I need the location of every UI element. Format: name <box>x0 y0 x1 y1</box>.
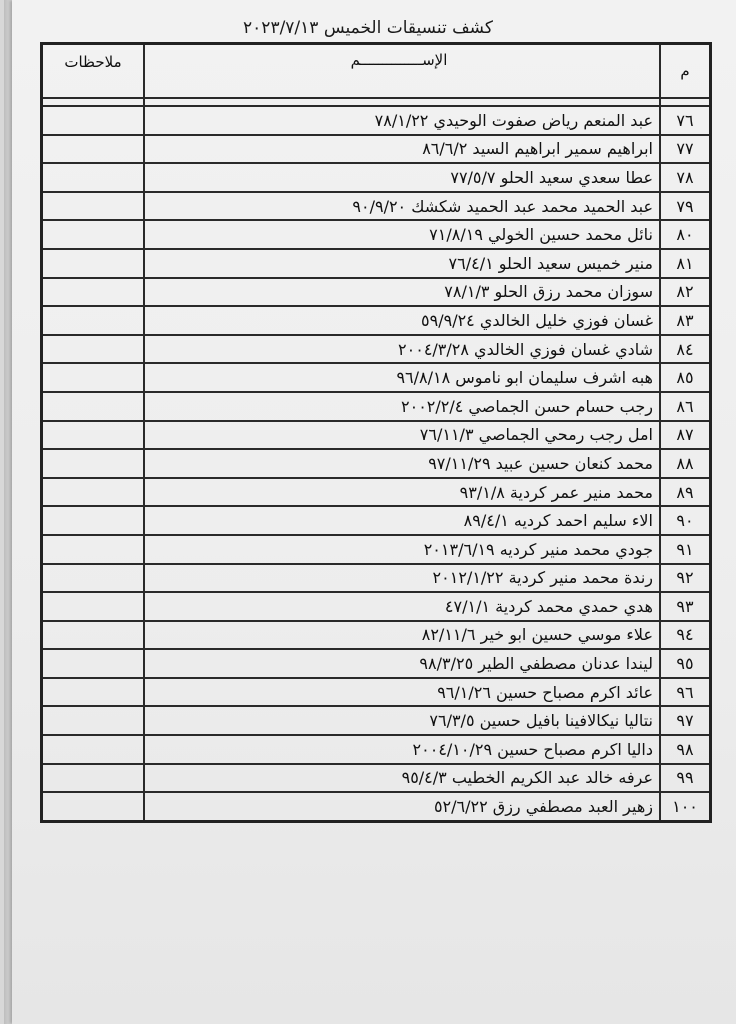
row-name: ابراهيم سمير ابراهيم السيد ٨٦/٦/٢ <box>144 135 660 164</box>
row-name: نتاليا نيكالافينا بافيل حسين ٧٦/٣/٥ <box>144 706 660 735</box>
table-row <box>42 792 711 821</box>
row-number: ٧٨ <box>660 163 711 192</box>
row-notes <box>42 678 145 707</box>
table-row <box>42 335 711 364</box>
row-number: ٩٧ <box>660 706 711 735</box>
spacer-cell <box>144 98 660 106</box>
row-notes <box>42 192 145 221</box>
row-name: امل رجب رمحي الجماصي ٧٦/١١/٣ <box>144 421 660 450</box>
row-name: منير خميس سعيد الحلو ٧٦/٤/١ <box>144 249 660 278</box>
table-row <box>42 278 711 307</box>
row-notes <box>42 306 145 335</box>
row-name: شادي غسان فوزي الخالدي ٢٠٠٤/٣/٢٨ <box>144 335 660 364</box>
row-number: ٨٣ <box>660 306 711 335</box>
row-name: رجب حسام حسن الجماصي ٢٠٠٢/٢/٤ <box>144 392 660 421</box>
spacer-cell <box>660 98 711 106</box>
row-number: ٨٦ <box>660 392 711 421</box>
row-name: غسان فوزي خليل الخالدي ٥٩/٩/٢٤ <box>144 306 660 335</box>
table-row <box>42 564 711 593</box>
row-name: عائد اكرم مصباح حسين ٩٦/١/٢٦ <box>144 678 660 707</box>
row-notes <box>42 506 145 535</box>
table-row <box>42 306 711 335</box>
row-notes <box>42 592 145 621</box>
table-row <box>42 478 711 507</box>
row-number: ٩٥ <box>660 649 711 678</box>
table-row <box>42 106 711 135</box>
document-title: كشف تنسيقات الخميس ٢٠٢٣/٧/١٣ <box>243 18 493 38</box>
row-notes <box>42 163 145 192</box>
row-number: ٨٩ <box>660 478 711 507</box>
spacer-cell <box>42 98 145 106</box>
row-number: ٧٦ <box>660 106 711 135</box>
row-number: ٨٨ <box>660 449 711 478</box>
row-notes <box>42 220 145 249</box>
row-name: محمد كنعان حسين عبيد ٩٧/١١/٢٩ <box>144 449 660 478</box>
row-number: ٩٢ <box>660 564 711 593</box>
row-number: ٩٣ <box>660 592 711 621</box>
row-notes <box>42 564 145 593</box>
row-number: ٩١ <box>660 535 711 564</box>
table-row <box>42 649 711 678</box>
row-notes <box>42 135 145 164</box>
table-row <box>42 764 711 793</box>
table-row <box>42 363 711 392</box>
table-row <box>42 163 711 192</box>
row-number: ٧٧ <box>660 135 711 164</box>
row-name: عرفه خالد عبد الكريم الخطيب ٩٥/٤/٣ <box>144 764 660 793</box>
row-notes <box>42 764 145 793</box>
table-row <box>42 678 711 707</box>
row-name: عبد المنعم رياض صفوت الوحيدي ٧٨/١/٢٢ <box>144 106 660 135</box>
row-name: ليندا عدنان مصطفي الطير ٩٨/٣/٢٥ <box>144 649 660 678</box>
table-row <box>42 392 711 421</box>
row-number: ٨٧ <box>660 421 711 450</box>
row-notes <box>42 478 145 507</box>
row-name: هبه اشرف سليمان ابو ناموس ٩٦/٨/١٨ <box>144 363 660 392</box>
row-notes <box>42 792 145 821</box>
names-table <box>40 42 712 823</box>
row-name: علاء موسي حسين ابو خير ٨٢/١١/٦ <box>144 621 660 650</box>
row-notes <box>42 706 145 735</box>
table-header-row <box>42 44 711 99</box>
header-name: الإســــــــــــــم <box>144 44 660 99</box>
header-spacer-row <box>42 98 711 106</box>
row-notes <box>42 449 145 478</box>
row-notes <box>42 735 145 764</box>
row-notes <box>42 649 145 678</box>
row-number: ٩٨ <box>660 735 711 764</box>
table-row <box>42 135 711 164</box>
table-row <box>42 220 711 249</box>
row-number: ٨١ <box>660 249 711 278</box>
header-notes: ملاحظات <box>42 44 145 99</box>
row-number: ٨٤ <box>660 335 711 364</box>
table-row <box>42 192 711 221</box>
row-notes <box>42 621 145 650</box>
row-name: محمد منير عمر كردية ٩٣/١/٨ <box>144 478 660 507</box>
row-notes <box>42 363 145 392</box>
table-row <box>42 735 711 764</box>
row-name: هدي حمدي محمد كردية ٤٧/١/١ <box>144 592 660 621</box>
row-name: رندة محمد منير كردية ٢٠١٢/١/٢٢ <box>144 564 660 593</box>
row-name: داليا اكرم مصباح حسين ٢٠٠٤/١٠/٢٩ <box>144 735 660 764</box>
row-notes <box>42 249 145 278</box>
row-name: سوزان محمد رزق الحلو ٧٨/١/٣ <box>144 278 660 307</box>
table-row <box>42 535 711 564</box>
table-row <box>42 592 711 621</box>
table-row <box>42 449 711 478</box>
row-number: ٩٦ <box>660 678 711 707</box>
row-notes <box>42 278 145 307</box>
table-body <box>42 98 711 821</box>
table-row <box>42 421 711 450</box>
row-notes <box>42 106 145 135</box>
row-notes <box>42 335 145 364</box>
row-number: ٩٩ <box>660 764 711 793</box>
row-notes <box>42 392 145 421</box>
row-name: عبد الحميد محمد عبد الحميد شكشك ٩٠/٩/٢٠ <box>144 192 660 221</box>
row-number: ٨٥ <box>660 363 711 392</box>
table-row <box>42 621 711 650</box>
table-row <box>42 706 711 735</box>
row-number: ٩٠ <box>660 506 711 535</box>
row-notes <box>42 421 145 450</box>
row-number: ٨٢ <box>660 278 711 307</box>
row-name: عطا سعدي سعيد الحلو ٧٧/٥/٧ <box>144 163 660 192</box>
row-number: ٩٤ <box>660 621 711 650</box>
row-number: ١٠٠ <box>660 792 711 821</box>
row-name: الاء سليم احمد كرديه ٨٩/٤/١ <box>144 506 660 535</box>
table-row <box>42 506 711 535</box>
row-name: نائل محمد حسين الخولي ٧١/٨/١٩ <box>144 220 660 249</box>
header-number: م <box>660 44 711 99</box>
row-name: جودي محمد منير كرديه ٢٠١٣/٦/١٩ <box>144 535 660 564</box>
row-name: زهير العبد مصطفي رزق ٥٢/٦/٢٢ <box>144 792 660 821</box>
row-notes <box>42 535 145 564</box>
row-number: ٨٠ <box>660 220 711 249</box>
row-number: ٧٩ <box>660 192 711 221</box>
table-row <box>42 249 711 278</box>
